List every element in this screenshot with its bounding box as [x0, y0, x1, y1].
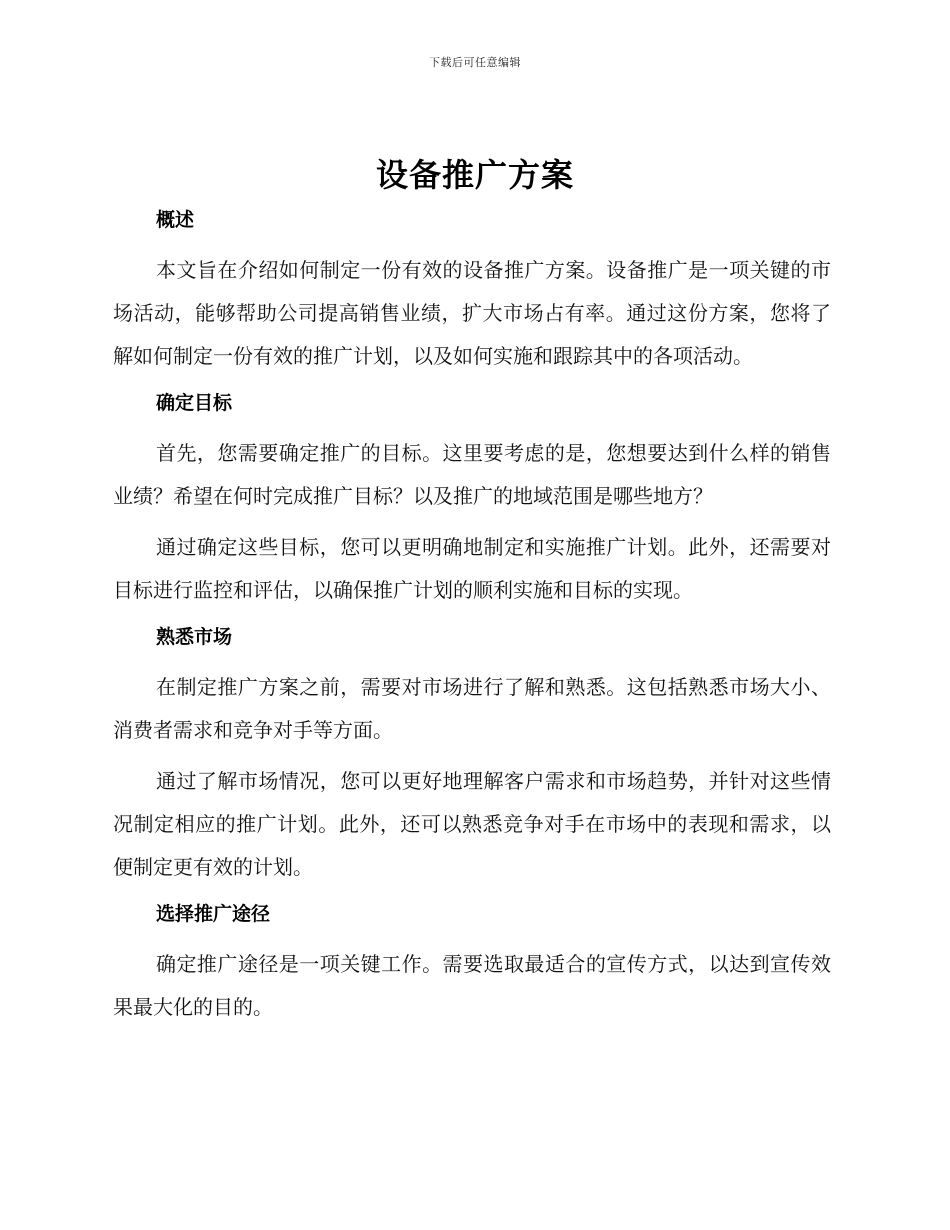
section-set-goals — [113, 386, 831, 612]
section-overview — [113, 203, 831, 378]
section-heading: 熟悉市场 — [156, 626, 233, 648]
paragraph: 通过确定这些目标，您可以更明确地制定和实施推广计划。此外，还需要对目标进行监控和评估，以确保推广计划的顺利实施和目标的实现。 — [113, 535, 831, 602]
paragraph: 确定推广途径是一项关键工作。需要选取最适合的宣传方式，以达到宣传效果最大化的目的。 — [113, 952, 831, 1019]
header-note: 下载后可任意编辑 — [429, 56, 521, 69]
paragraph: 本文旨在介绍如何制定一份有效的设备推广方案。设备推广是一项关键的市场活动，能够帮助公司提高销售业绩，扩大市场占有率。通过这份方案，您将了解如何制定一份有效的推广计划，以及如何实施和跟踪其中的各项活动。 — [113, 258, 831, 368]
section-know-market — [113, 620, 831, 889]
document-body — [113, 203, 831, 1037]
section-channels — [113, 897, 831, 1029]
section-heading: 概述 — [156, 209, 195, 231]
paragraph: 通过了解市场情况，您可以更好地理解客户需求和市场趋势，并针对这些情况制定相应的推广计划。此外，还可以熟悉竞争对手在市场中的表现和需求，以便制定更有效的计划。 — [113, 769, 831, 879]
paragraph: 在制定推广方案之前，需要对市场进行了解和熟悉。这包括熟悉市场大小、消费者需求和竞争对手等方面。 — [113, 675, 831, 742]
section-heading: 确定目标 — [156, 392, 233, 414]
paragraph: 首先，您需要确定推广的目标。这里要考虑的是，您想要达到什么样的销售业绩？希望在何时完成推广目标？以及推广的地域范围是哪些地方？ — [113, 441, 831, 508]
section-heading: 选择推广途径 — [156, 903, 271, 925]
document-title: 设备推广方案 — [375, 156, 574, 194]
